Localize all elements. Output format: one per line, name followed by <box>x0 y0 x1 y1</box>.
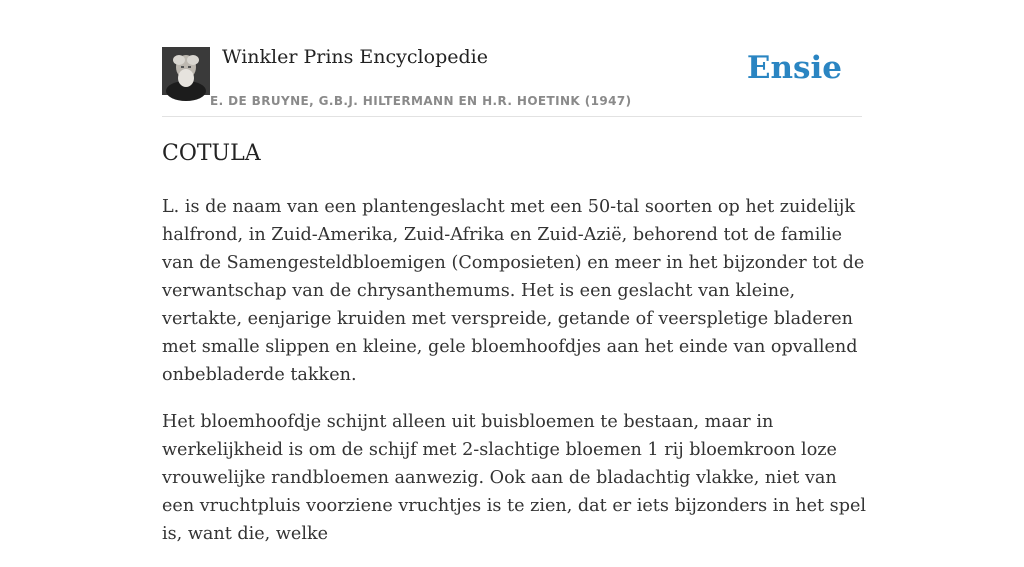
portrait-image <box>162 47 210 95</box>
article-body <box>162 193 866 567</box>
entry-title: COTULA <box>162 141 261 166</box>
brand-logo[interactable]: Ensie <box>746 50 842 86</box>
author-portrait-icon[interactable] <box>162 47 210 95</box>
paragraph: L. is de naam van een plantengeslacht met een 50-tal soorten op het zuidelijk halfrond, in Zuid-Amerika, Zuid-Afrika en Zuid-Azië, behorend tot de familie van de Samengesteldbloemigen (Composieten) en meer in het bijzonder tot de verwantschap van de chrysanthemums. Het is een geslacht van kleine, vertakte, eenjarige kruiden met verspreide, getande of veerspletige bladeren met smalle slippen en kleine, gele bloemhoofdjes aan het einde van opvallend onbebladerde takken. <box>162 197 865 385</box>
source-title[interactable]: Winkler Prins Encyclopedie <box>222 46 488 68</box>
authors-line: E. DE BRUYNE, G.B.J. HILTERMANN EN H.R. HOETINK (1947) <box>210 94 632 108</box>
paragraph: Het bloemhoofdje schijnt alleen uit buisbloemen te bestaan, maar in werkelijkheid is om de schijf met 2-slachtige bloemen 1 rij bloemkroon loze vrouwelijke randbloemen aanwezig. Ook aan de bladachtig vlakke, niet van een vruchtpluis voorziene vruchtjes is te zien, dat er iets bijzonders in het spel is, want die, welke <box>162 412 866 544</box>
source-header <box>162 45 862 117</box>
